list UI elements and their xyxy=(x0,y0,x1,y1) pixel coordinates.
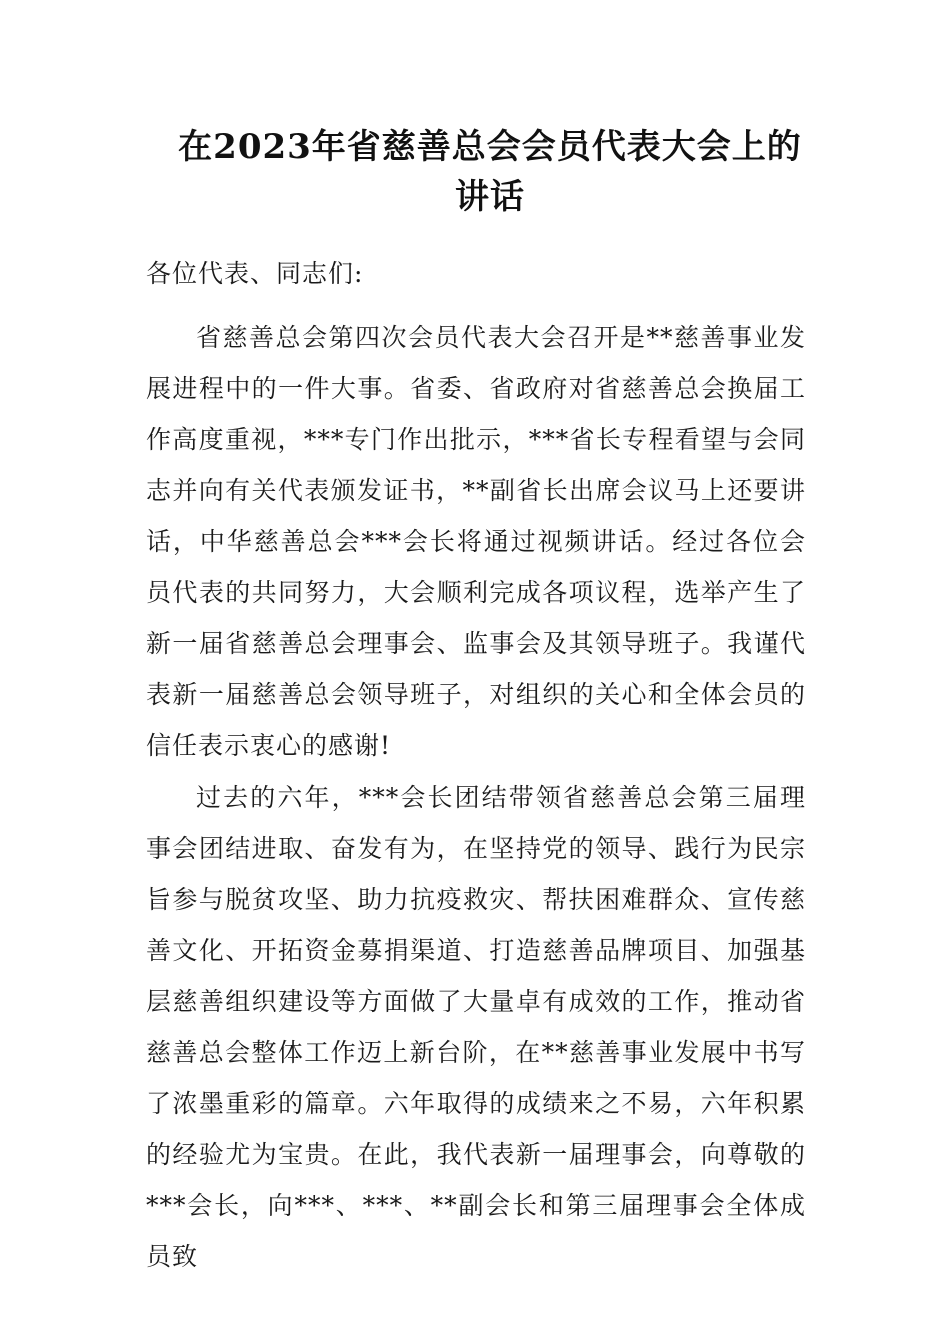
salutation: 各位代表、同志们: xyxy=(146,259,364,288)
title-line-2: 讲话 xyxy=(455,177,525,217)
paragraph-1: 省慈善总会第四次会员代表大会召开是**慈善事业发展进程中的一件大事。省委、省政府对省慈善总会换届工作高度重视，***专门作出批示，***省长专程看望与会同志并向有关代表颁发证书，**副省长出席会议马上还要讲话，中华慈善总会***会长将通过视频讲话。经过各位会员代表的共同努力，大会顺利完成各项议程，选举产生了新一届省慈善总会理事会、监事会及其领导班子。我谨代表新一届慈善总会领导班子，对组织的关心和全体会员的信任表示衷心的感谢! xyxy=(146,323,806,760)
document-title xyxy=(120,122,860,222)
title-line-1: 在2023年省慈善总会会员代表大会上的 xyxy=(178,127,802,167)
paragraph-2: 过去的六年，***会长团结带领省慈善总会第三届理事会团结进取、奋发有为，在坚持党的领导、践行为民宗旨参与脱贫攻坚、助力抗疫救灾、帮扶困难群众、宣传慈善文化、开拓资金募捐渠道、打造慈善品牌项目、加强基层慈善组织建设等方面做了大量卓有成效的工作，推动省慈善总会整体工作迈上新台阶，在**慈善事业发展中书写了浓墨重彩的篇章。六年取得的成绩来之不易，六年积累的经验尤为宝贵。在此，我代表新一届理事会，向尊敬的***会长，向***、***、**副会长和第三届理事会全体成员致 xyxy=(146,783,806,1271)
